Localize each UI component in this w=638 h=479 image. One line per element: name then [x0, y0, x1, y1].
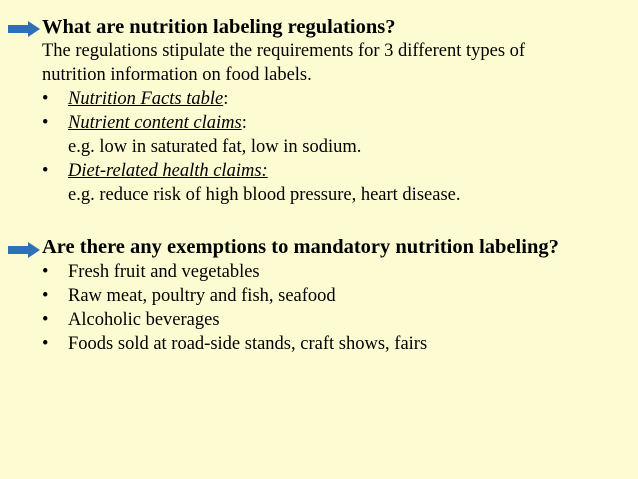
term-link[interactable]: Nutrition Facts table [68, 89, 224, 109]
intro-line: nutrition information on food labels. [42, 64, 312, 85]
list-item [42, 260, 630, 284]
list-item-nutrition-facts-table [42, 87, 630, 111]
bullet: • [42, 161, 49, 181]
bullet: • [42, 89, 49, 109]
bullet: • [42, 113, 49, 133]
example-text: e.g. low in saturated fat, low in sodium. [68, 137, 362, 157]
right-arrow-icon [7, 21, 41, 37]
list-item-text: Alcoholic beverages [68, 310, 220, 330]
list-item-text: Foods sold at road-side stands, craft shows, fairs [68, 334, 428, 354]
list-item [42, 284, 630, 308]
list-item-diet-related-health-claims [42, 159, 630, 207]
list-item-text: Fresh fruit and vegetables [68, 262, 260, 282]
bullet: • [42, 334, 49, 354]
section-exemptions [42, 235, 630, 356]
bullet: • [42, 286, 49, 306]
term-suffix: : [241, 113, 247, 133]
list-item-text: Raw meat, poultry and fish, seafood [68, 286, 336, 306]
term-link[interactable]: Nutrient content claims [68, 113, 242, 133]
list-item [42, 308, 630, 332]
bullet: • [42, 310, 49, 330]
list-item-nutrient-content-claims [42, 111, 630, 159]
term-suffix: : [223, 89, 229, 109]
term-link[interactable]: Diet-related health claims: [68, 161, 268, 181]
intro-paragraph [42, 40, 630, 87]
exemptions-list [42, 260, 630, 356]
section-heading: What are nutrition labeling regulations? [42, 16, 396, 38]
section-nutrition-labeling-regulations [42, 15, 630, 207]
labeling-types-list [42, 87, 630, 207]
section-heading: Are there any exemptions to mandatory nutrition labeling? [42, 236, 559, 258]
example-text: e.g. reduce risk of high blood pressure, heart disease. [68, 185, 461, 205]
intro-line: The regulations stipulate the requirements for 3 different types of [42, 41, 526, 61]
list-item [42, 332, 630, 356]
bullet: • [42, 262, 49, 282]
right-arrow-icon [7, 242, 41, 258]
